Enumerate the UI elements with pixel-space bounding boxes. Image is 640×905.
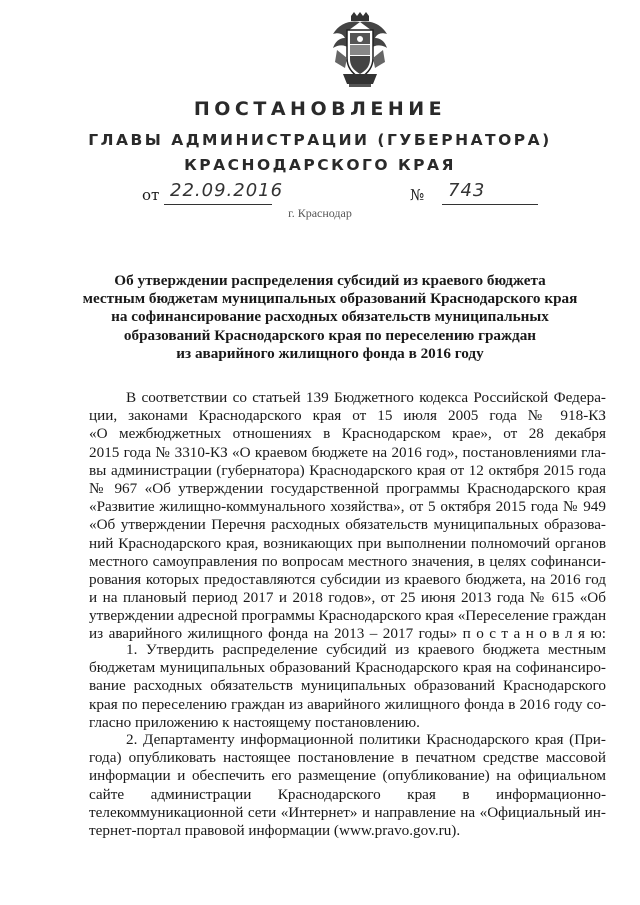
- text-line: бюджетам муниципальных образований Краснодарского края на софинансиро-: [89, 659, 606, 677]
- date-field: [164, 180, 284, 205]
- dateline: [142, 180, 542, 206]
- date-label: от: [142, 186, 160, 204]
- text-line: из аварийного жилищного фонда на 2013 – 2017 годы» п о с т а н о в л я ю:: [89, 625, 606, 643]
- document-type-heading: ПОСТАНОВЛЕНИЕ: [193, 98, 447, 120]
- text-line: вание расходных обязательств муниципальных образований Краснодарского: [89, 677, 606, 695]
- text-line: № 967 «Об утверждении государственной программы Краснодарского края: [89, 479, 606, 497]
- title-line: образований Краснодарского края по переселению граждан: [123, 326, 537, 344]
- text-line: 1. Утвердить распределение субсидий из краевого бюджета местным: [126, 641, 606, 658]
- title-line: на софинансирование расходных обязательств муниципальных: [111, 308, 549, 326]
- title-line: местным бюджетам муниципальных образований Краснодарского края: [82, 290, 578, 308]
- issuer-heading: ГЛАВЫ АДМИНИСТРАЦИИ (ГУБЕРНАТОРА): [88, 131, 552, 149]
- title-line: из аварийного жилищного фонда в 2016 году: [176, 344, 484, 362]
- clause-2-paragraph: [89, 731, 606, 840]
- text-line: информации и обеспечить его размещение (опубликование) на официальном: [89, 767, 606, 785]
- preamble-paragraph: [89, 389, 606, 644]
- clause-1-paragraph: [89, 641, 606, 732]
- text-line: «Об утверждении Перечня расходных обязательств муниципальных образова-: [89, 516, 606, 534]
- text-line: 2. Департаменту информационной политики Краснодарского края (При-: [126, 731, 606, 748]
- text-line: местного самоуправления по вопросам местного значения, в целях софинанси-: [89, 552, 606, 570]
- text-line: вы администрации (губернатора) Краснодарского края от 12 октября 2015 года: [89, 461, 606, 479]
- text-line: края по переселению граждан из аварийного жилищного фонда в 2016 году со-: [89, 695, 606, 713]
- region-heading: КРАСНОДАРСКОГО КРАЯ: [184, 156, 456, 174]
- text-line: В соответствии со статьей 139 Бюджетного кодекса Российской Федера-: [126, 389, 606, 406]
- title-line: Об утверждении распределения субсидий из краевого бюджета: [114, 272, 546, 289]
- number-label: №: [410, 186, 425, 204]
- number-field: [442, 180, 538, 205]
- text-line: ний Краснодарского края, возникающих при выполнении полномочий органов: [89, 534, 606, 552]
- date-value: 22.09.2016: [170, 180, 284, 201]
- text-line: телекоммуникационной сети «Интернет» и направление на «Официальный ин-: [89, 803, 606, 821]
- text-line: «Развитие жилищно-коммунального хозяйства», от 5 октября 2015 года № 949: [89, 498, 606, 516]
- text-line: тернет-портал правовой информации (www.pravo.gov.ru).: [89, 821, 461, 839]
- text-line: года) опубликовать настоящее постановление в печатном средстве массовой: [89, 749, 606, 767]
- number-value: 743: [448, 180, 486, 201]
- text-line: и на плановый период 2017 и 2018 годов», от 25 июня 2013 года № 615 «Об: [89, 589, 606, 607]
- text-line: ции, законами Краснодарского края от 15 июля 2005 года № 918-КЗ: [89, 407, 606, 425]
- document-title: [60, 272, 600, 363]
- text-line: сайте администрации Краснодарского края в информационно-: [89, 785, 606, 803]
- krasnodar-coat-of-arms-icon: [329, 12, 391, 88]
- text-line: гласно приложению к настоящему постановлению.: [89, 713, 420, 731]
- text-line: «О межбюджетных отношениях в Краснодарском крае», от 28 декабря: [89, 425, 606, 443]
- text-line: 2015 года № 3310-КЗ «О краевом бюджете на 2016 год», постановлениями гла-: [89, 443, 606, 461]
- city-label: г. Краснодар: [288, 206, 352, 220]
- text-line: утверждении адресной программы Краснодарского края «Переселение граждан: [89, 607, 607, 625]
- text-line: рования которых предоставляются субсидии из краевого бюджета, на 2016 год: [89, 570, 606, 588]
